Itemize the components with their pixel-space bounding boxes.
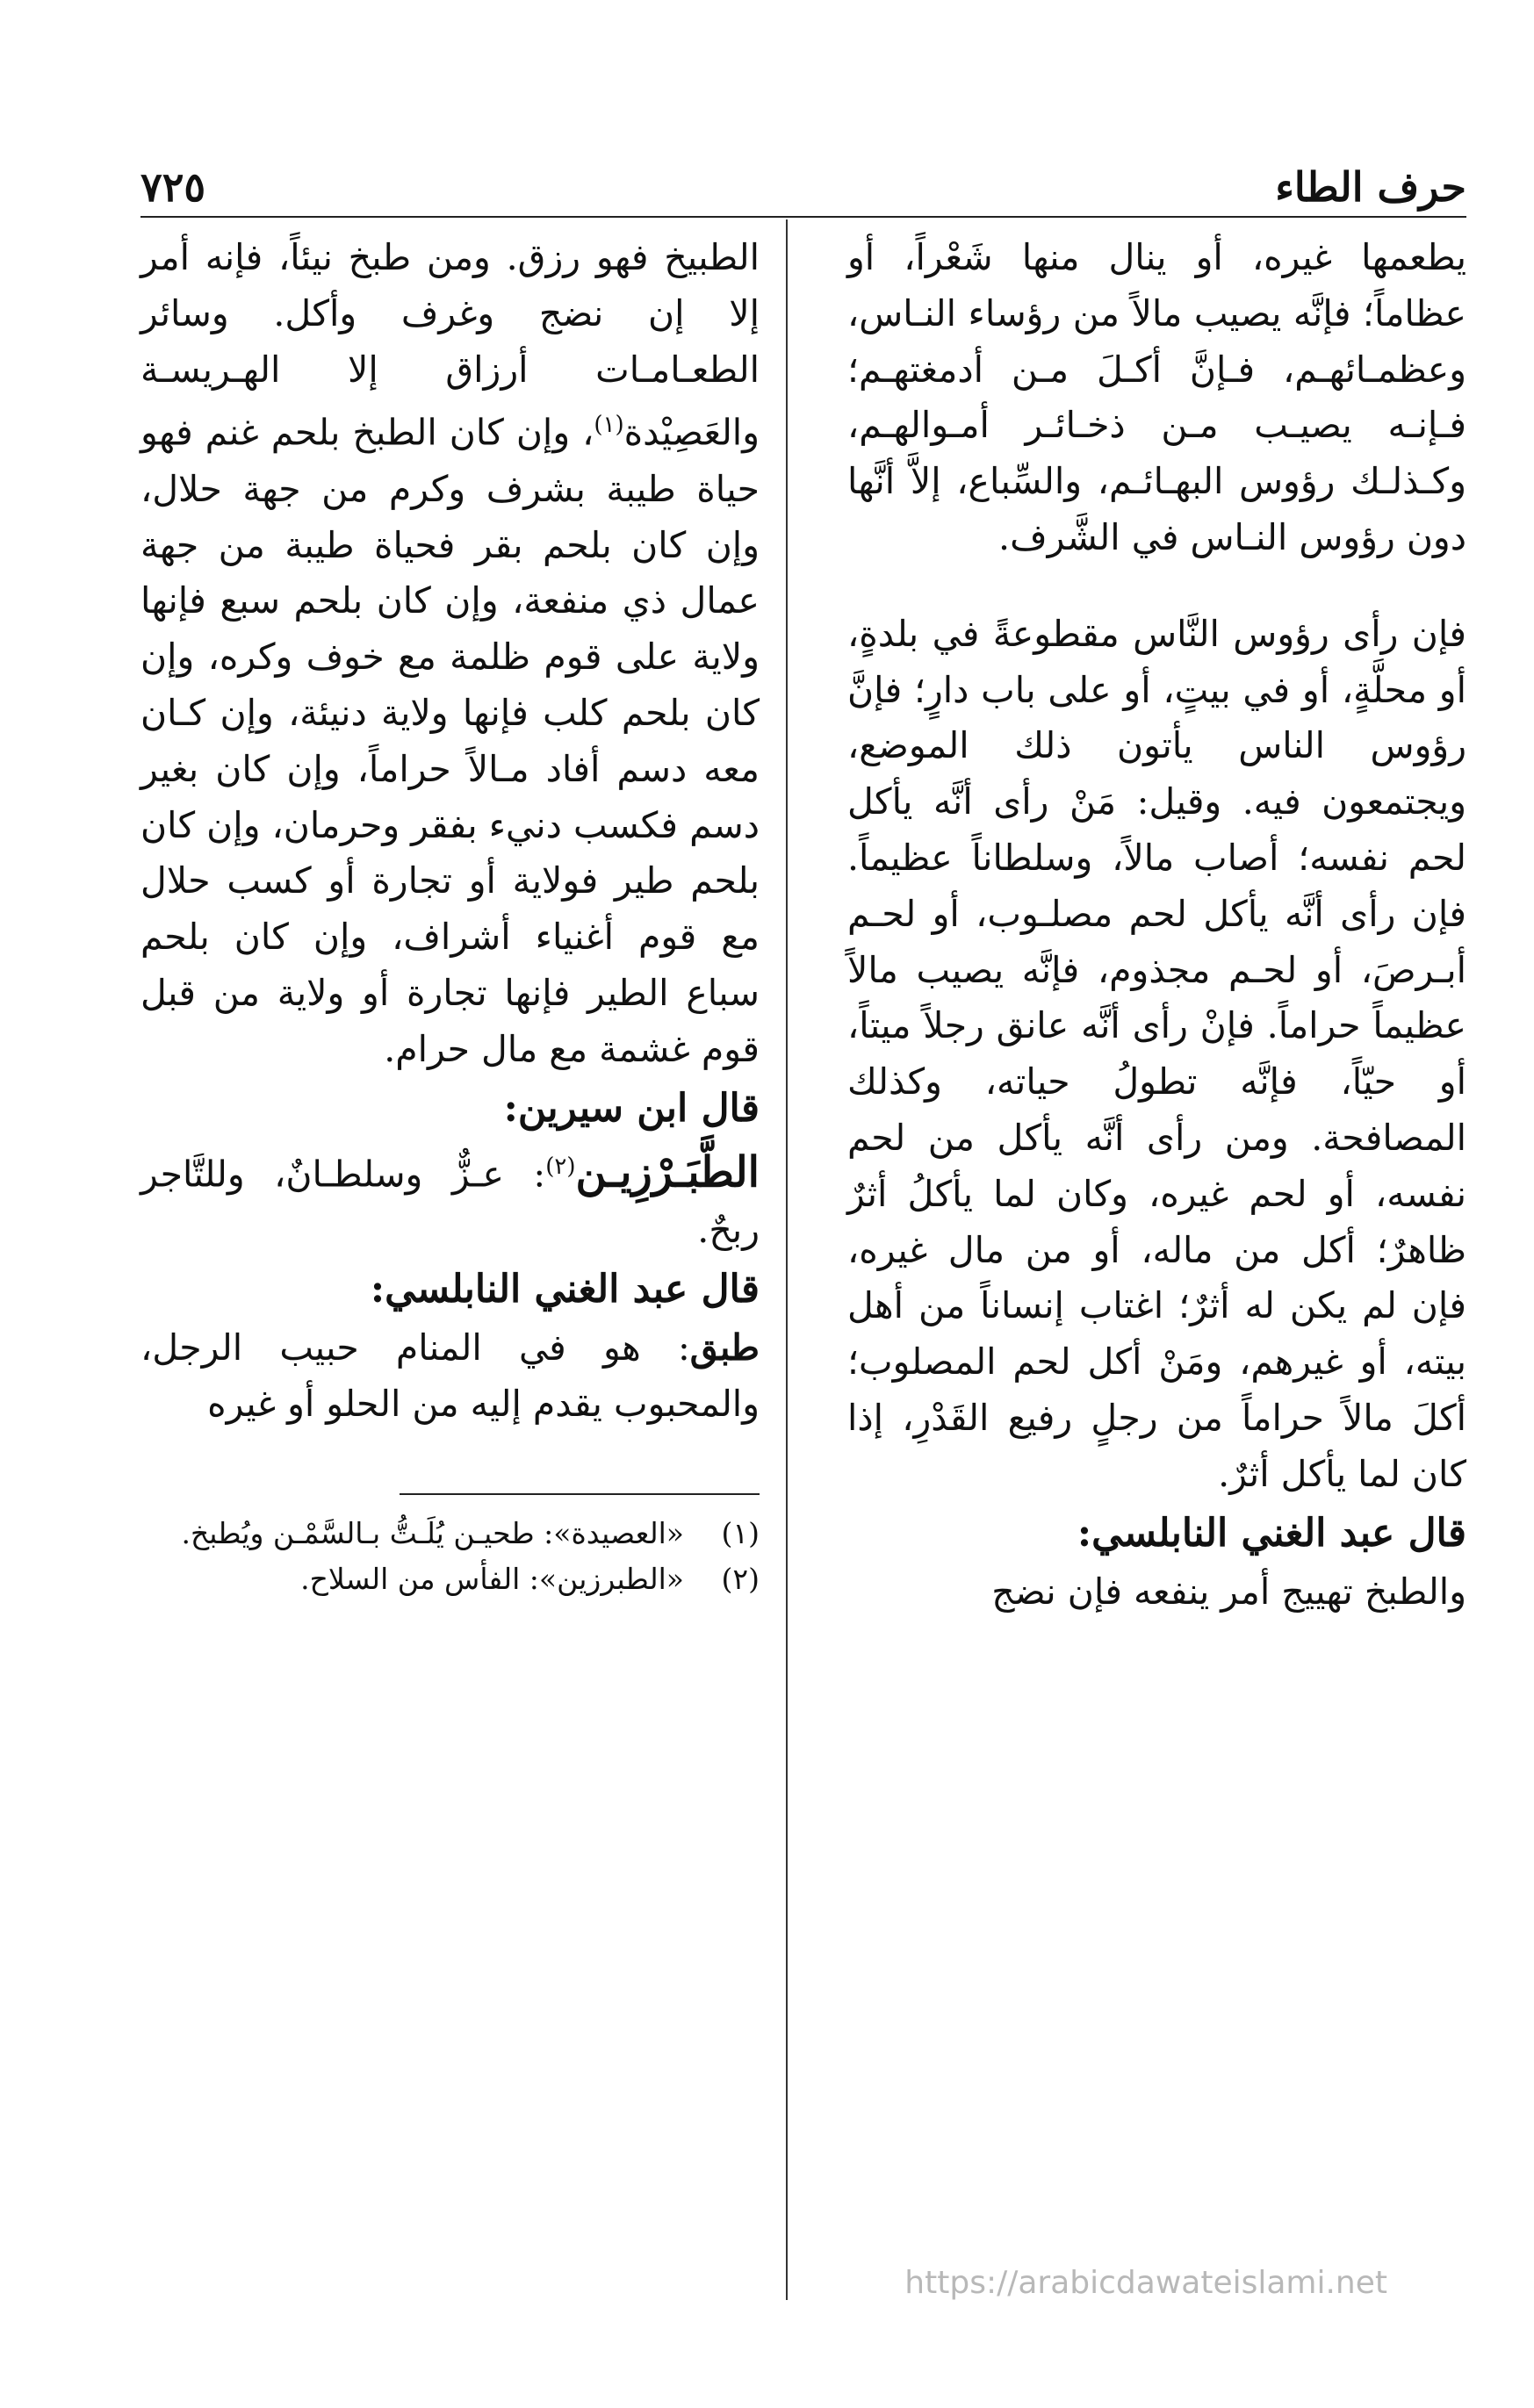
paragraph-text: الطبيخ فهو رزق. ومن طبخ نيئاً، فإنه أمر إلا إن نضج وغرف وأكل. وسائر الطعـامـات أرزاق إلا الهـريسـة والعَصِيْدة — [140, 236, 760, 455]
watermark-url: https://arabicdawateislami.net — [904, 2265, 1387, 2301]
footnote-ref[interactable]: (٢) — [545, 1153, 576, 1180]
paragraph — [140, 1139, 760, 1259]
paragraph: والطبخ تهييج أمر ينفعه فإن نضج — [991, 1570, 1466, 1613]
paragraph: فإن رأى رؤوس النَّاس مقطوعةً في بلدةٍ، أو محلَّةٍ، أو في بيتٍ، أو على باب دارٍ؛ فإنَّ رؤوس الناس يأتون ذلك الموضع، ويجتمعون فيه. وقيل: مَنْ رأى أنَّه يأكل لحم نفسه؛ أصاب مالاً، وسلطاناً عظيماً. فإن رأى أنَّه يأكل لحم مصلـوب، أو لحـم أبـرصَ، أو لحـم مجذوم، فإنَّه يصيب مالاً عظيماً حراماً. فإنْ رأى أنَّه عانق رجلاً ميتاً، أو حيّاً، فإنَّه تطولُ حياته، وكذلك المصافحة. ومن رأى أنَّه يأكل من لحم نفسه، أو لحم غيره، وكان لما يأكلُ أثرٌ ظاهرٌ؛ أكل من ماله، أو من مال غيره، فإن لم يكن له أثرٌ؛ اغتاب إنساناً من أهل بيته، أو غيرهم، ومَنْ أكل لحم المصلوب؛ أكلَ مالاً حراماً من رجلٍ رفيع القَدْرِ، إذا كان لما يأكل أثرٌ. — [847, 612, 1466, 1495]
footnote-ref[interactable]: (١) — [594, 412, 624, 439]
column-divider — [786, 219, 788, 2300]
left-column — [140, 230, 760, 1602]
footnote-number: (٢) — [721, 1562, 760, 1597]
right-column — [847, 230, 1466, 1620]
paragraph-text: ، وإن كان الطبخ بلحم غنم فهو حياة طيبة بشرف وكرم من جهة حلال، وإن كان بلحم بقر فحياة طيبة من جهة عمال ذي منفعة، وإن كان بلحم سبع فإنها ولاية على قوم ظلمة مع خوف وكره، وإن كان بلحم كلب فإنها ولاية دنيئة، وإن كـان معه دسم أفاد مـالاً حراماً، وإن كان بغير دسم فكسب دنيء بفقر وحرمان، وإن كان بلحم طير فولاية أو تجارة أو كسب حلال مع قوم أغنياء أشراف، وإن كان بلحم سباع الطير فإنها تجارة أو ولاية من قبل قوم غشمة مع مال حرام. — [140, 412, 760, 1070]
page-header — [140, 132, 1466, 211]
footnote-text: «العصيدة»: طحيـن يُلَـتُّ بـالسَّمْـن ويُطبخ. — [181, 1516, 684, 1551]
paragraph-text: : عـزٌّ وسلطـانٌ، وللتَّاجر ربحٌ. — [140, 1153, 760, 1252]
paragraph-text: : هو في المنام حبيب الرجل، والمحبوب يقدم إليه من الحلو أو غيره — [140, 1326, 760, 1425]
paragraph-gap — [847, 566, 1466, 607]
section-heading: قال عبد الغني النابلسي: — [370, 1266, 760, 1312]
footnote-text: «الطبرزين»: الفأس من السلاح. — [300, 1562, 684, 1597]
entry-term: الطَّبَـرْزِيـن — [575, 1147, 760, 1197]
footnote-rule — [400, 1493, 760, 1495]
paragraph: يطعمها غيره، أو ينال منها شَعْراً، أو عظاماً؛ فإنَّه يصيب مالاً من رؤساء النـاس، وعظمـائهـم، فـإنَّ أكـلَ مـن أدمغتهـم؛ فـإنـه يصيـب مـن ذخـائـر أمـوالهـم، وكـذلـك رؤوس البهـائـم، والسِّباع، إلاَّ أنَّها دون رؤوس النـاس في الشَّرف. — [847, 236, 1466, 558]
running-title: حرف الطاء — [1275, 163, 1466, 211]
section-heading: قال عبد الغني النابلسي: — [1077, 1510, 1466, 1556]
page-number: ٧٢٥ — [140, 163, 206, 211]
footnote — [140, 1556, 760, 1602]
entry-term: طبق — [689, 1326, 760, 1369]
section-heading: قال ابن سيرين: — [503, 1085, 760, 1131]
footnote-number: (١) — [721, 1516, 760, 1551]
paragraph — [140, 230, 760, 1078]
paragraph — [140, 1320, 760, 1433]
header-rule — [140, 216, 1466, 218]
footnote — [140, 1511, 760, 1556]
